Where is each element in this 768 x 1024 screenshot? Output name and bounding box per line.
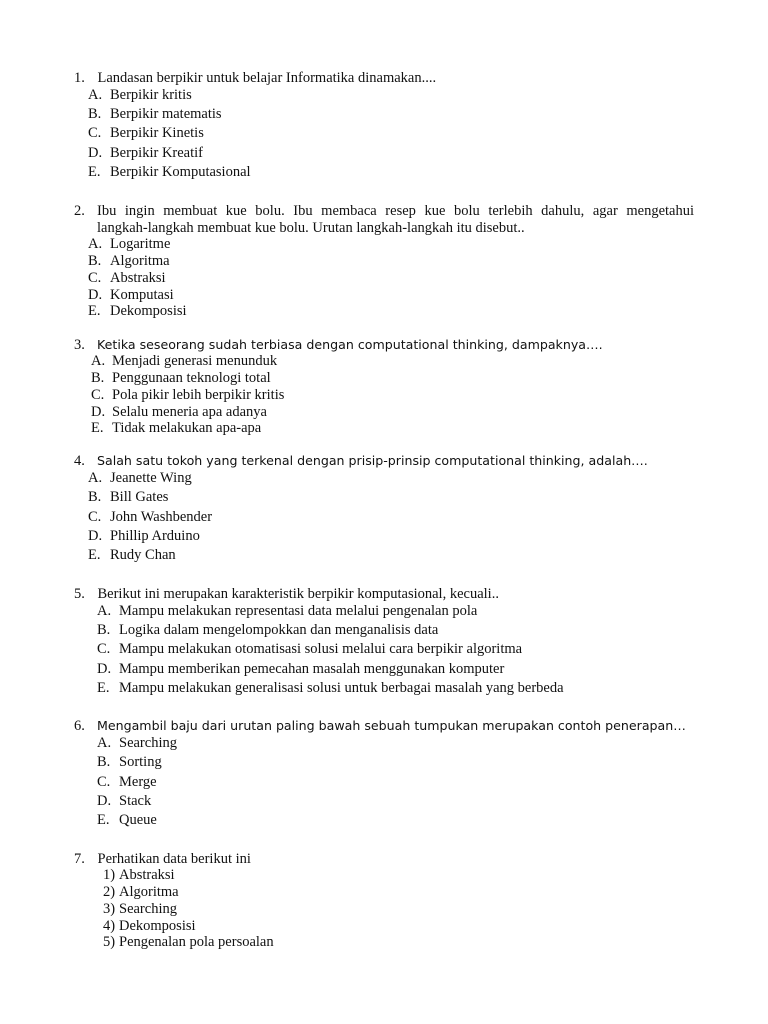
- question-text: [74, 585, 499, 603]
- option-e: E. Tidak melakukan apa-apa: [91, 420, 262, 436]
- option-e: E. Berpikir Komputasional: [88, 164, 251, 180]
- option-a: A. Logaritme: [88, 236, 171, 252]
- question-number: 5.: [74, 586, 85, 602]
- option-d: D. Stack: [97, 793, 152, 809]
- option-b: B. Bill Gates: [88, 489, 169, 505]
- option-b: B. Algoritma: [88, 253, 170, 269]
- list-item-4: 4) Dekomposisi: [103, 918, 196, 934]
- question-number: 4.: [74, 453, 85, 469]
- option-d: D. Phillip Arduino: [88, 528, 200, 544]
- question-stem: Salah satu tokoh yang terkenal dengan prisip-prinsip computational thinking, adalah….: [97, 453, 648, 468]
- question-number: 2.: [74, 203, 85, 219]
- option-a: A. Searching: [97, 735, 177, 751]
- option-b: B. Berpikir matematis: [88, 106, 222, 122]
- option-c: C. John Washbender: [88, 509, 213, 525]
- option-c: C. Berpikir Kinetis: [88, 125, 204, 141]
- question-number: 1.: [74, 70, 85, 86]
- list-item-1: 1) Abstraksi: [103, 867, 175, 883]
- option-c: C. Abstraksi: [88, 270, 166, 286]
- option-b: B. Penggunaan teknologi total: [91, 370, 271, 386]
- option-b: B. Sorting: [97, 754, 162, 770]
- option-e: E. Mampu melakukan generalisasi solusi untuk berbagai masalah yang berbeda: [97, 680, 564, 696]
- question-number: 7.: [74, 851, 85, 867]
- list-item-2: 2) Algoritma: [103, 884, 179, 900]
- question-stem: Mengambil baju dari urutan paling bawah sebuah tumpukan merupakan contoh penerapan…: [97, 718, 686, 733]
- question-stem: Berikut ini merupakan karakteristik berpikir komputasional, kecuali..: [97, 586, 499, 602]
- question-number: 6.: [74, 718, 85, 734]
- list-item-5: 5) Pengenalan pola persoalan: [103, 934, 274, 950]
- option-b: B. Logika dalam mengelompokkan dan menganalisis data: [97, 622, 439, 638]
- question-text: [74, 69, 436, 87]
- option-c: C. Mampu melakukan otomatisasi solusi melalui cara berpikir algoritma: [97, 641, 523, 657]
- question-number: 3.: [74, 337, 85, 353]
- list-item-3: 3) Searching: [103, 901, 177, 917]
- option-a: A. Jeanette Wing: [88, 470, 192, 486]
- option-d: D. Berpikir Kreatif: [88, 145, 204, 161]
- question-stem-line-2: langkah-langkah membuat kue bolu. Urutan langkah-langkah itu disebut..: [97, 220, 525, 236]
- question-stem-line-1: Ibu ingin membuat kue bolu. Ibu membaca resep kue bolu terlebih dahulu, agar mengetahui: [97, 203, 694, 219]
- option-a: A. Mampu melakukan representasi data melalui pengenalan pola: [97, 603, 478, 619]
- option-d: D. Mampu memberikan pemecahan masalah menggunakan komputer: [97, 661, 505, 677]
- option-d: D. Komputasi: [88, 287, 174, 303]
- option-e: E. Rudy Chan: [88, 547, 176, 563]
- question-stem: Landasan berpikir untuk belajar Informatika dinamakan....: [97, 70, 437, 86]
- option-a: A. Berpikir kritis: [88, 87, 192, 103]
- question-stem: Perhatikan data berikut ini: [97, 851, 251, 867]
- option-e: E. Queue: [97, 812, 157, 828]
- option-d: D. Selalu meneria apa adanya: [91, 404, 267, 420]
- option-e: E. Dekomposisi: [88, 303, 187, 319]
- option-c: C. Pola pikir lebih berpikir kritis: [91, 387, 285, 403]
- option-c: C. Merge: [97, 774, 157, 790]
- option-a: A. Menjadi generasi menunduk: [91, 353, 278, 369]
- question-stem: Ketika seseorang sudah terbiasa dengan computational thinking, dampaknya….: [97, 337, 603, 352]
